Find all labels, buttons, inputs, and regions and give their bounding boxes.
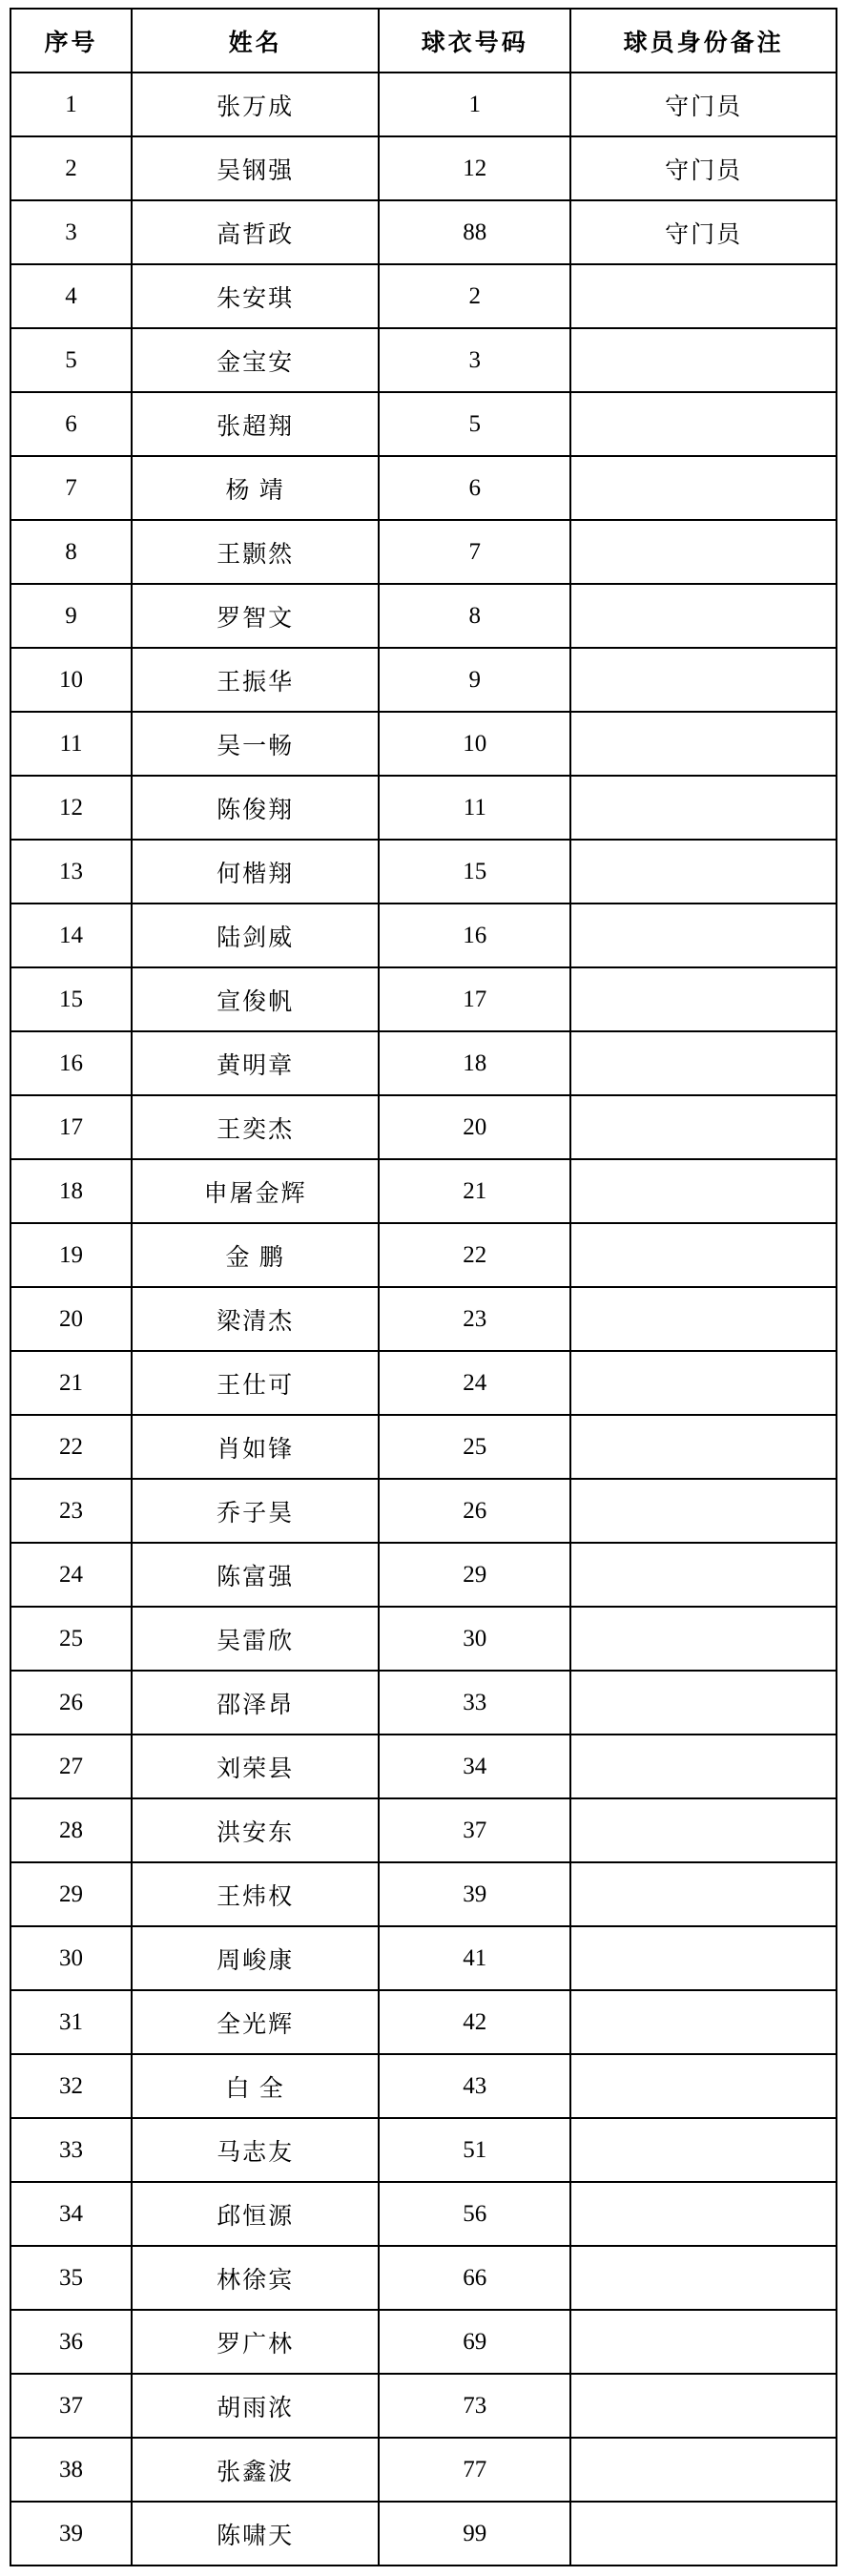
cell-index: 22 [10, 1415, 132, 1479]
cell-note [570, 2054, 837, 2118]
cell-name: 朱安琪 [132, 264, 379, 328]
cell-name: 王振华 [132, 648, 379, 712]
table-row [10, 776, 837, 840]
cell-note [570, 2374, 837, 2438]
cell-name: 林徐宾 [132, 2246, 379, 2310]
cell-note [570, 2310, 837, 2374]
cell-number: 5 [379, 392, 570, 456]
table-header [10, 9, 837, 73]
cell-index: 38 [10, 2438, 132, 2502]
cell-number: 73 [379, 2374, 570, 2438]
table-row [10, 264, 837, 328]
cell-number: 56 [379, 2182, 570, 2246]
column-header-note: 球员身份备注 [570, 9, 837, 73]
cell-index: 2 [10, 136, 132, 200]
cell-index: 16 [10, 1031, 132, 1095]
cell-name: 宣俊帆 [132, 967, 379, 1031]
cell-name: 刘荣县 [132, 1735, 379, 1798]
cell-index: 1 [10, 73, 132, 136]
cell-note [570, 1223, 837, 1287]
cell-note [570, 456, 837, 520]
cell-note [570, 520, 837, 584]
cell-note [570, 776, 837, 840]
cell-name: 何楷翔 [132, 840, 379, 904]
cell-number: 42 [379, 1990, 570, 2054]
table-row [10, 2310, 837, 2374]
cell-name: 邵泽昂 [132, 1671, 379, 1735]
table-row [10, 1798, 837, 1862]
cell-number: 69 [379, 2310, 570, 2374]
cell-note [570, 2502, 837, 2566]
cell-note [570, 1543, 837, 1607]
cell-name: 胡雨浓 [132, 2374, 379, 2438]
cell-number: 37 [379, 1798, 570, 1862]
cell-number: 29 [379, 1543, 570, 1607]
cell-number: 17 [379, 967, 570, 1031]
cell-note [570, 1287, 837, 1351]
cell-name: 吴雷欣 [132, 1607, 379, 1671]
cell-name: 王颢然 [132, 520, 379, 584]
cell-number: 16 [379, 904, 570, 967]
cell-note [570, 2182, 837, 2246]
cell-note: 守门员 [570, 200, 837, 264]
cell-note [570, 712, 837, 776]
cell-name: 黄明章 [132, 1031, 379, 1095]
cell-number: 66 [379, 2246, 570, 2310]
cell-name: 王奕杰 [132, 1095, 379, 1159]
table-row [10, 1031, 837, 1095]
table-row [10, 1223, 837, 1287]
cell-index: 20 [10, 1287, 132, 1351]
table-row [10, 2118, 837, 2182]
cell-number: 34 [379, 1735, 570, 1798]
cell-note [570, 2438, 837, 2502]
cell-number: 99 [379, 2502, 570, 2566]
cell-index: 31 [10, 1990, 132, 2054]
cell-name: 邱恒源 [132, 2182, 379, 2246]
cell-index: 33 [10, 2118, 132, 2182]
cell-note [570, 264, 837, 328]
cell-number: 43 [379, 2054, 570, 2118]
cell-note [570, 1862, 837, 1926]
cell-index: 25 [10, 1607, 132, 1671]
cell-index: 37 [10, 2374, 132, 2438]
cell-number: 7 [379, 520, 570, 584]
cell-index: 26 [10, 1671, 132, 1735]
cell-note [570, 967, 837, 1031]
column-header-number: 球衣号码 [379, 9, 570, 73]
table-row [10, 520, 837, 584]
cell-number: 39 [379, 1862, 570, 1926]
cell-name: 吴一畅 [132, 712, 379, 776]
table-row [10, 1159, 837, 1223]
cell-index: 30 [10, 1926, 132, 1990]
cell-name: 白 全 [132, 2054, 379, 2118]
cell-index: 24 [10, 1543, 132, 1607]
table-row [10, 392, 837, 456]
cell-name: 洪安东 [132, 1798, 379, 1862]
table-row [10, 1926, 837, 1990]
cell-number: 22 [379, 1223, 570, 1287]
cell-index: 14 [10, 904, 132, 967]
cell-name: 王炜权 [132, 1862, 379, 1926]
cell-number: 30 [379, 1607, 570, 1671]
cell-name: 张鑫波 [132, 2438, 379, 2502]
cell-index: 39 [10, 2502, 132, 2566]
table-row [10, 584, 837, 648]
cell-name: 罗智文 [132, 584, 379, 648]
cell-number: 18 [379, 1031, 570, 1095]
cell-index: 28 [10, 1798, 132, 1862]
cell-number: 23 [379, 1287, 570, 1351]
table-row [10, 904, 837, 967]
table-row [10, 1862, 837, 1926]
cell-name: 张万成 [132, 73, 379, 136]
table-row [10, 456, 837, 520]
cell-index: 34 [10, 2182, 132, 2246]
table-row [10, 2246, 837, 2310]
cell-number: 8 [379, 584, 570, 648]
table-row [10, 967, 837, 1031]
cell-note [570, 1671, 837, 1735]
table-row [10, 1543, 837, 1607]
cell-note: 守门员 [570, 73, 837, 136]
table-body [10, 73, 837, 2566]
cell-index: 8 [10, 520, 132, 584]
cell-note [570, 1095, 837, 1159]
table-row [10, 1351, 837, 1415]
table-row [10, 328, 837, 392]
column-header-name: 姓名 [132, 9, 379, 73]
cell-name: 陈富强 [132, 1543, 379, 1607]
cell-number: 25 [379, 1415, 570, 1479]
cell-note [570, 1990, 837, 2054]
cell-index: 19 [10, 1223, 132, 1287]
cell-number: 11 [379, 776, 570, 840]
cell-name: 梁清杰 [132, 1287, 379, 1351]
table-row [10, 1095, 837, 1159]
cell-number: 51 [379, 2118, 570, 2182]
cell-number: 33 [379, 1671, 570, 1735]
table-row [10, 1671, 837, 1735]
cell-name: 陈俊翔 [132, 776, 379, 840]
cell-note [570, 1479, 837, 1543]
cell-name: 张超翔 [132, 392, 379, 456]
cell-number: 24 [379, 1351, 570, 1415]
cell-index: 12 [10, 776, 132, 840]
cell-number: 1 [379, 73, 570, 136]
cell-index: 6 [10, 392, 132, 456]
table-row [10, 1607, 837, 1671]
table-row [10, 2182, 837, 2246]
cell-index: 29 [10, 1862, 132, 1926]
cell-number: 3 [379, 328, 570, 392]
cell-note [570, 1798, 837, 1862]
table-row [10, 648, 837, 712]
cell-number: 77 [379, 2438, 570, 2502]
cell-name: 陈啸天 [132, 2502, 379, 2566]
cell-index: 3 [10, 200, 132, 264]
cell-index: 7 [10, 456, 132, 520]
cell-note [570, 392, 837, 456]
cell-note [570, 584, 837, 648]
cell-number: 26 [379, 1479, 570, 1543]
cell-number: 88 [379, 200, 570, 264]
cell-index: 4 [10, 264, 132, 328]
cell-name: 吴钢强 [132, 136, 379, 200]
cell-name: 周峻康 [132, 1926, 379, 1990]
cell-index: 23 [10, 1479, 132, 1543]
table-row [10, 1415, 837, 1479]
cell-note [570, 328, 837, 392]
cell-name: 肖如锋 [132, 1415, 379, 1479]
cell-index: 35 [10, 2246, 132, 2310]
cell-number: 6 [379, 456, 570, 520]
table-row [10, 2438, 837, 2502]
cell-index: 11 [10, 712, 132, 776]
table-row [10, 1479, 837, 1543]
table-row [10, 2502, 837, 2566]
cell-name: 王仕可 [132, 1351, 379, 1415]
cell-note [570, 1926, 837, 1990]
cell-name: 高哲政 [132, 200, 379, 264]
table-row [10, 712, 837, 776]
cell-name: 申屠金辉 [132, 1159, 379, 1223]
table-row [10, 136, 837, 200]
table-row [10, 2054, 837, 2118]
cell-number: 21 [379, 1159, 570, 1223]
player-roster-table [10, 8, 837, 2566]
cell-index: 13 [10, 840, 132, 904]
cell-note [570, 1415, 837, 1479]
cell-name: 罗广林 [132, 2310, 379, 2374]
cell-name: 乔子昊 [132, 1479, 379, 1543]
cell-note [570, 648, 837, 712]
cell-number: 2 [379, 264, 570, 328]
cell-name: 陆剑威 [132, 904, 379, 967]
cell-number: 15 [379, 840, 570, 904]
table-row [10, 73, 837, 136]
cell-note: 守门员 [570, 136, 837, 200]
cell-index: 17 [10, 1095, 132, 1159]
table-row [10, 1735, 837, 1798]
cell-number: 10 [379, 712, 570, 776]
cell-note [570, 1607, 837, 1671]
cell-note [570, 1159, 837, 1223]
cell-index: 27 [10, 1735, 132, 1798]
table-row [10, 200, 837, 264]
cell-note [570, 2246, 837, 2310]
table-header-row [10, 9, 837, 73]
cell-number: 20 [379, 1095, 570, 1159]
cell-name: 金宝安 [132, 328, 379, 392]
cell-note [570, 840, 837, 904]
cell-index: 32 [10, 2054, 132, 2118]
cell-name: 金 鹏 [132, 1223, 379, 1287]
cell-index: 5 [10, 328, 132, 392]
cell-note [570, 1031, 837, 1095]
cell-index: 18 [10, 1159, 132, 1223]
cell-index: 9 [10, 584, 132, 648]
table-row [10, 1990, 837, 2054]
cell-note [570, 1351, 837, 1415]
cell-name: 马志友 [132, 2118, 379, 2182]
cell-note [570, 904, 837, 967]
cell-note [570, 2118, 837, 2182]
column-header-index: 序号 [10, 9, 132, 73]
cell-number: 41 [379, 1926, 570, 1990]
cell-note [570, 1735, 837, 1798]
table-row [10, 1287, 837, 1351]
cell-index: 15 [10, 967, 132, 1031]
cell-number: 12 [379, 136, 570, 200]
cell-index: 21 [10, 1351, 132, 1415]
table-row [10, 2374, 837, 2438]
table-row [10, 840, 837, 904]
cell-name: 全光辉 [132, 1990, 379, 2054]
cell-name: 杨 靖 [132, 456, 379, 520]
cell-index: 36 [10, 2310, 132, 2374]
cell-index: 10 [10, 648, 132, 712]
cell-number: 9 [379, 648, 570, 712]
